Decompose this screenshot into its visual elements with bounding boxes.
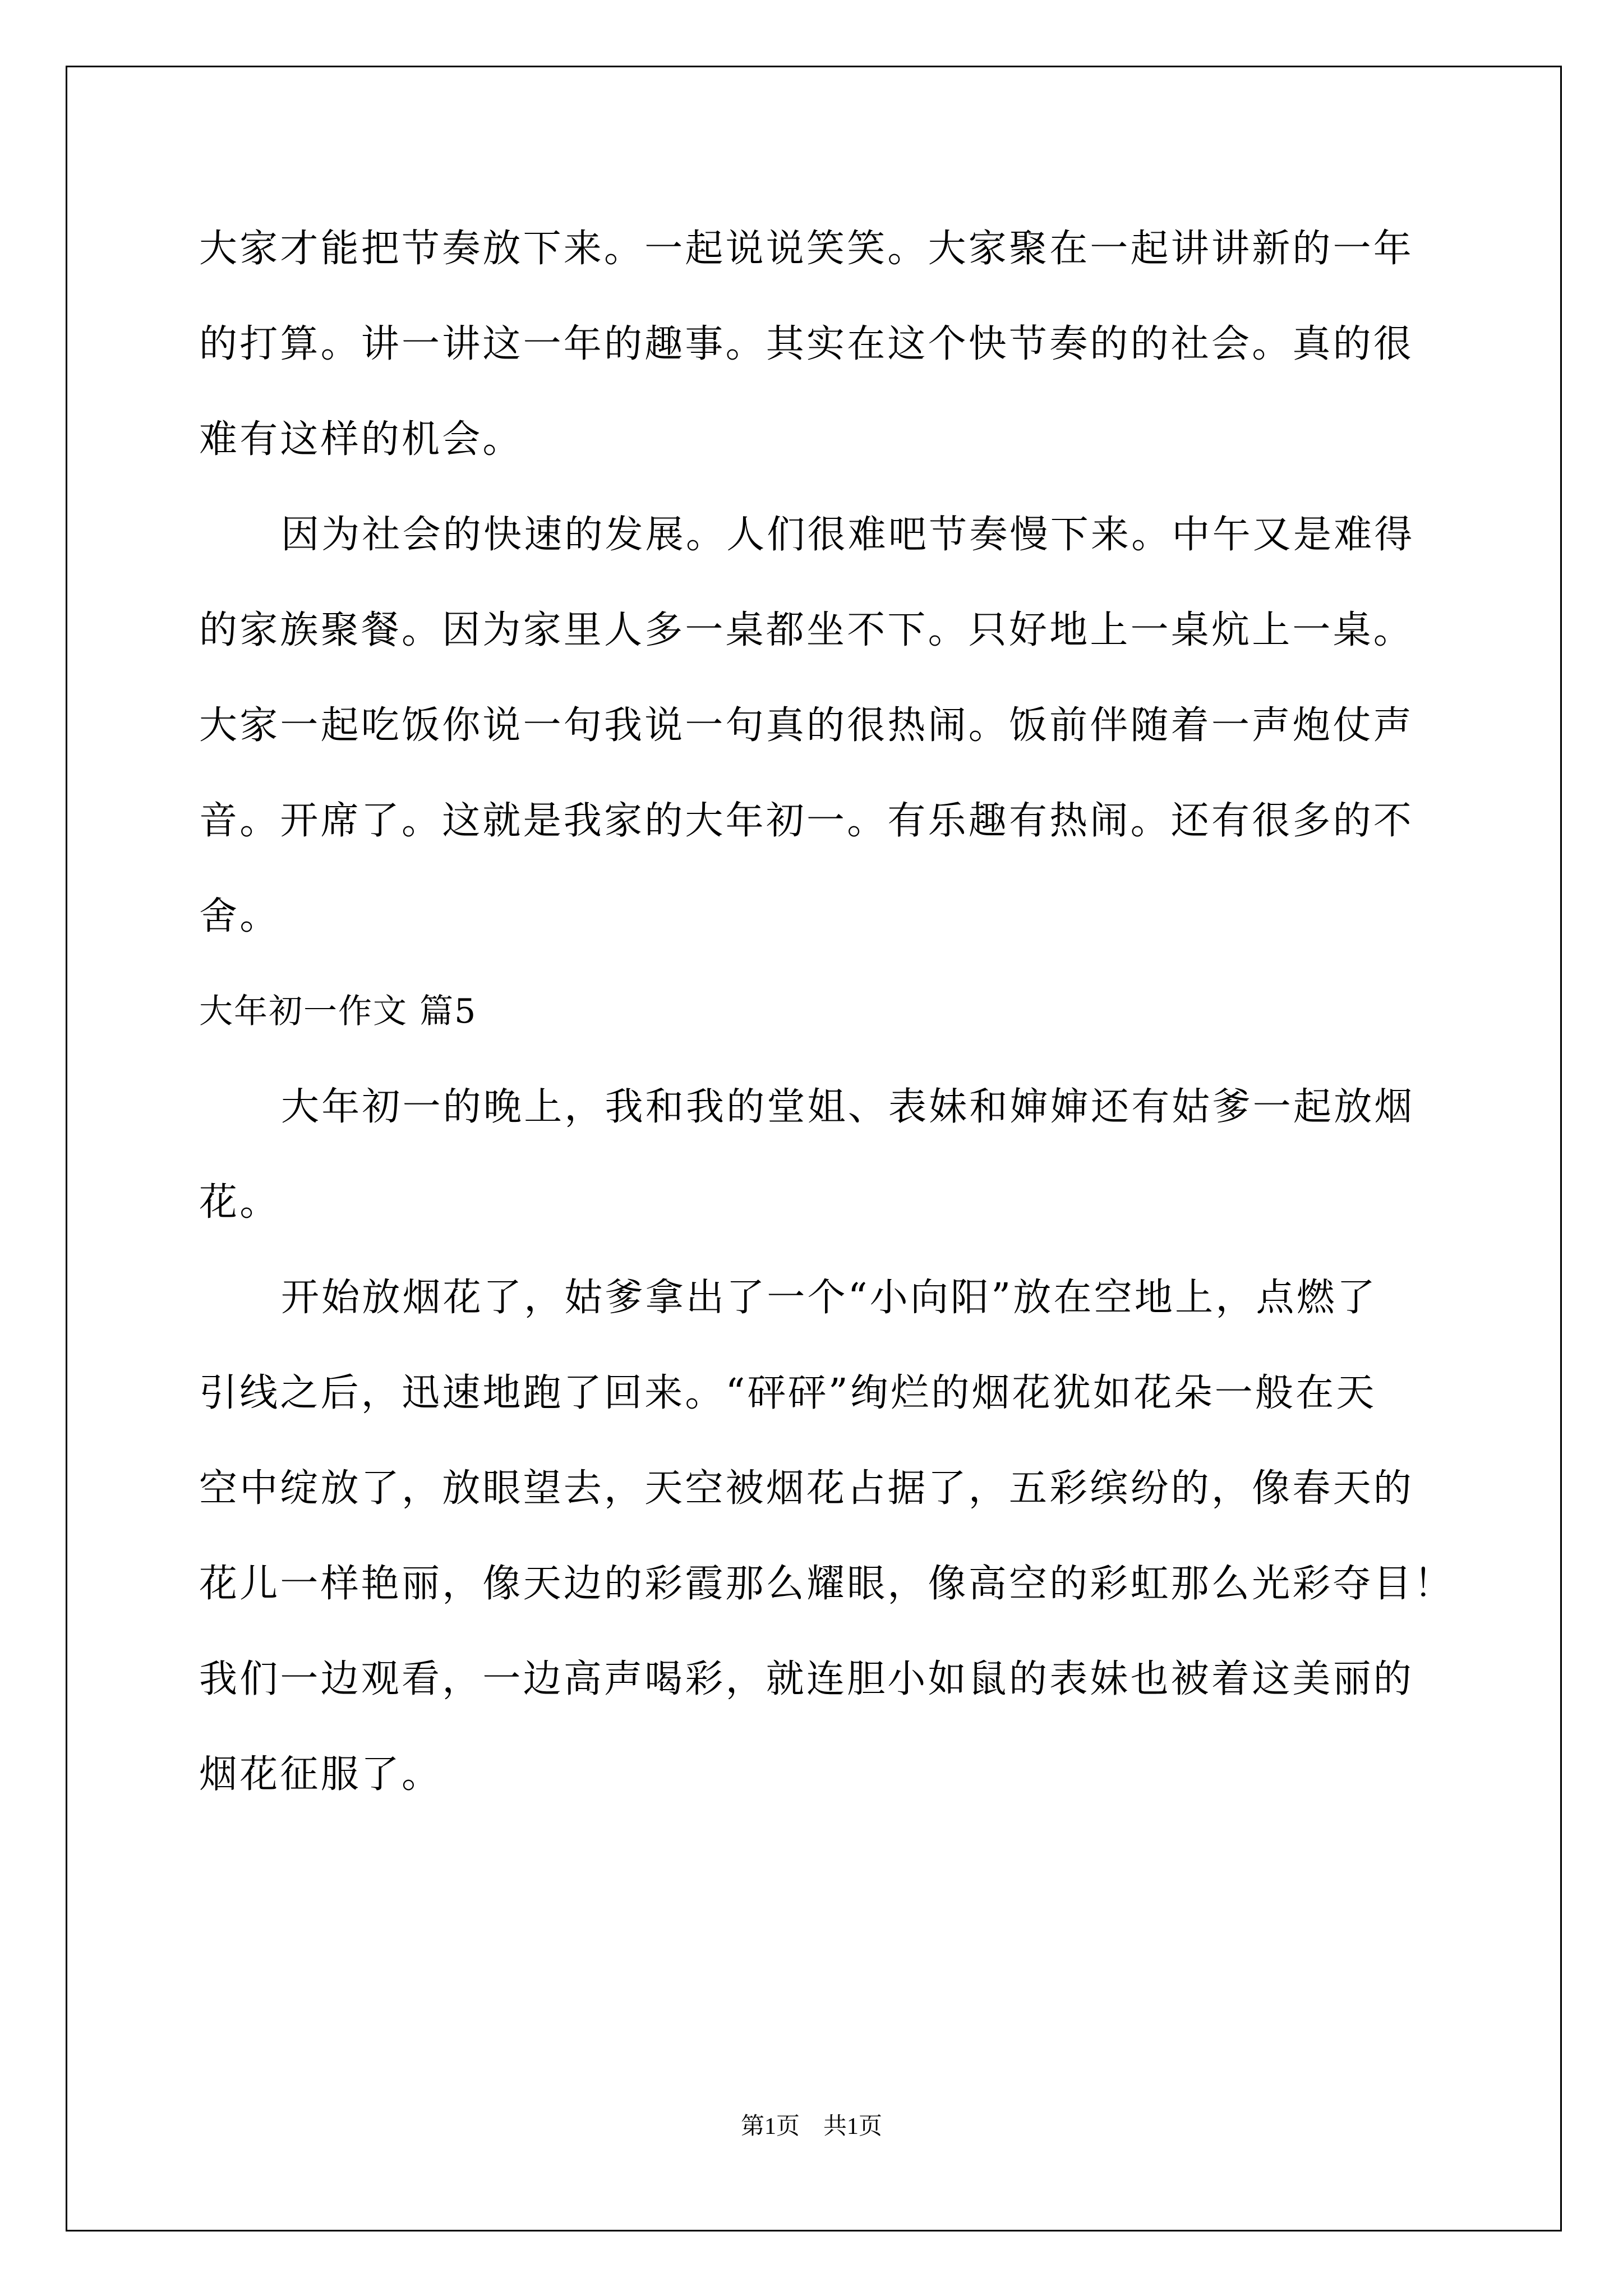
page-border xyxy=(66,66,1562,2231)
text-line: 花。 xyxy=(199,1180,280,1225)
paragraph-start-line: 因为社会的快速的发展。人们很难吧节奏慢下来。中午又是难得 xyxy=(281,513,1415,557)
text-line: 的打算。讲一讲这一年的趣事。其实在这个快节奏的的社会。真的很 xyxy=(199,322,1414,366)
page-footer: 第1页 共1页 xyxy=(740,2114,882,2139)
text-line: 花儿一样艳丽，像天边的彩霞那么耀眼，像高空的彩虹那么光彩夺目！ xyxy=(199,1562,1455,1606)
text-line: 烟花征服了。 xyxy=(199,1752,442,1797)
text-line: 大家才能把节奏放下来。一起说说笑笑。大家聚在一起讲讲新的一年 xyxy=(199,227,1414,271)
paragraph-start-line: 大年初一的晚上，我和我的堂姐、表妹和婶婶还有姑爹一起放烟 xyxy=(281,1085,1415,1129)
text-line: 的家族聚餐。因为家里人多一桌都坐不下。只好地上一桌炕上一桌。 xyxy=(199,608,1414,652)
text-line: 难有这样的机会。 xyxy=(199,417,523,462)
text-line: 舍。 xyxy=(199,894,280,938)
text-line: 引线之后，迅速地跑了回来。“砰砰”绚烂的烟花犹如花朵一般在天 xyxy=(199,1371,1377,1415)
section-heading: 大年初一作文 篇5 xyxy=(199,992,477,1031)
text-line: 我们一边观看，一边高声喝彩，就连胆小如鼠的表妹也被着这美丽的 xyxy=(199,1657,1414,1701)
text-line: 空中绽放了，放眼望去，天空被烟花占据了，五彩缤纷的，像春天的 xyxy=(199,1466,1414,1511)
text-line: 大家一起吃饭你说一句我说一句真的很热闹。饭前伴随着一声炮仗声 xyxy=(199,703,1414,748)
paragraph-start-line: 开始放烟花了，姑爹拿出了一个“小向阳”放在空地上，点燃了 xyxy=(281,1276,1378,1320)
text-line: 音。开席了。这就是我家的大年初一。有乐趣有热闹。还有很多的不 xyxy=(199,799,1414,843)
